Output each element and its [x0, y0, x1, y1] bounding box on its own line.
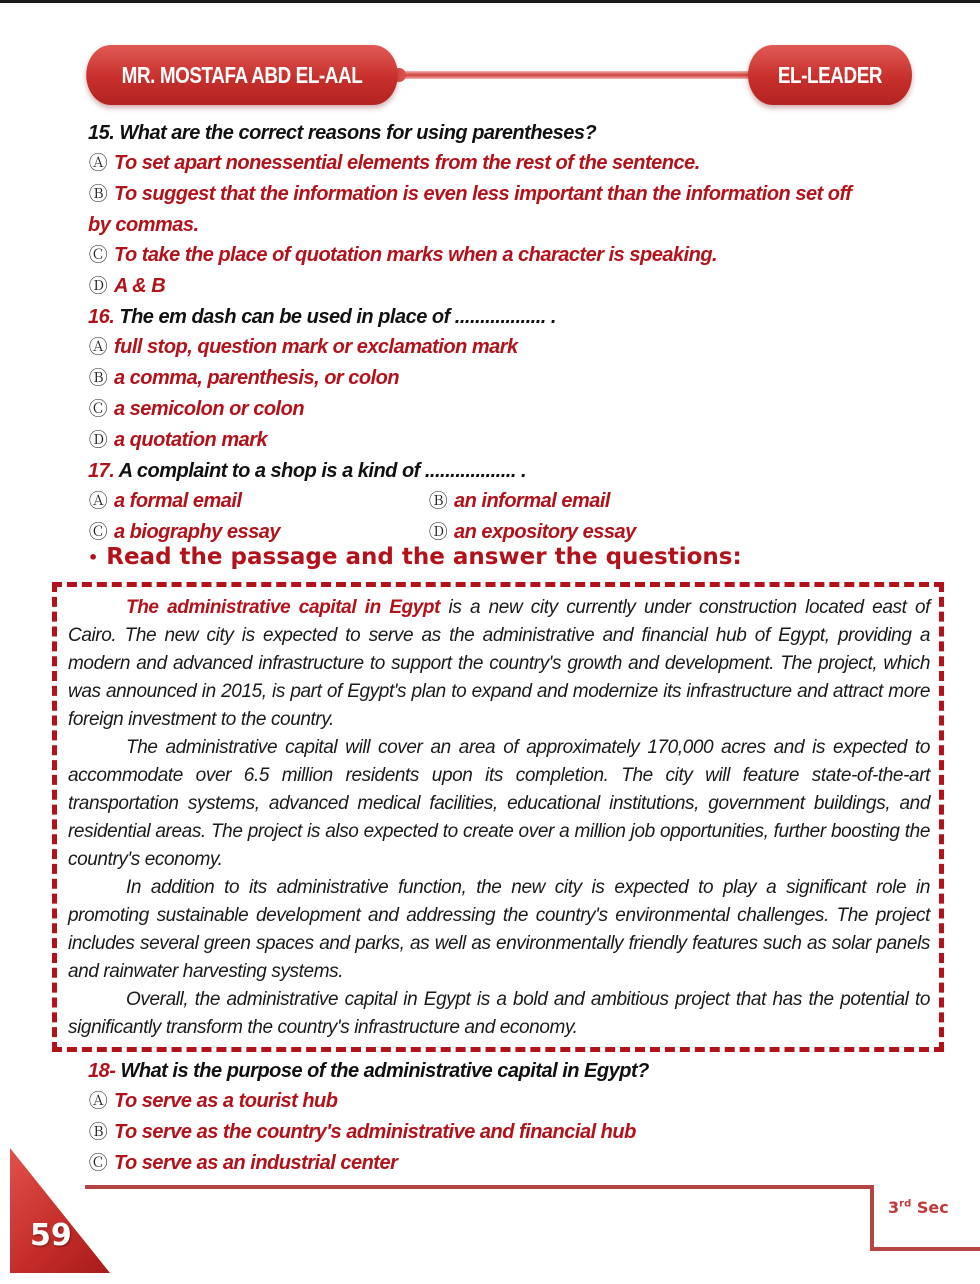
option-b-marker-icon: Ⓑ	[88, 368, 108, 389]
paragraph-text: The administrative capital will cover an area of approximately 170,000 acres and is expected to accommodate over 6.5 million residents upon its completion. The city will feature state-of-the-art transportation systems, advanced medical facilities, educational institutions, government buildings, and residential areas. The project is also expected to create over a million job opportunities, further boosting the country's economy.	[68, 737, 930, 870]
grade-number: 3	[888, 1198, 900, 1217]
questions-section	[88, 118, 928, 548]
question-15	[88, 118, 928, 148]
option-text: To suggest that the information is even less important than the information set off	[114, 183, 852, 205]
option-15-b[interactable]	[88, 179, 928, 210]
option-c-marker-icon: Ⓒ	[88, 1153, 108, 1174]
passage-highlight: The administrative capital in Egypt	[126, 597, 441, 618]
option-17-a[interactable]	[88, 486, 428, 517]
option-text: A & B	[114, 275, 166, 297]
grade-text: Sec	[916, 1198, 949, 1217]
option-b-marker-icon: Ⓑ	[88, 184, 108, 205]
passage-paragraph-3	[68, 874, 930, 986]
author-banner	[86, 45, 398, 105]
option-18-c[interactable]	[88, 1148, 928, 1179]
option-text: To serve as a tourist hub	[114, 1090, 338, 1112]
option-text: To serve as an industrial center	[114, 1152, 398, 1174]
paragraph-text: is a new city currently under construction located east of Cairo. The new city is expected to serve as the administrative and financial hub of Egypt, providing a modern and advanced infrastructure to support the country's growth and development. The project, which was announced in 2015, is part of Egypt's plan to expand and modernize its infrastructure and attract more foreign investment to the country.	[68, 597, 931, 730]
option-d-marker-icon: Ⓓ	[428, 522, 448, 543]
passage-text	[68, 594, 930, 1042]
question-18-section	[88, 1056, 928, 1179]
option-a-marker-icon: Ⓐ	[88, 153, 108, 174]
option-text: an informal email	[454, 490, 610, 512]
question-text: A complaint to a shop is a kind of .................. .	[118, 460, 527, 482]
option-18-b[interactable]	[88, 1117, 928, 1148]
question-text: What is the purpose of the administrative capital in Egypt?	[120, 1060, 649, 1082]
grade-suffix: rd	[899, 1198, 912, 1210]
question-text: The em dash can be used in place of .................. .	[119, 306, 556, 328]
footer-rule	[85, 1185, 870, 1189]
option-a-marker-icon: Ⓐ	[88, 491, 108, 512]
option-15-b-continuation	[88, 210, 928, 240]
question-16	[88, 302, 928, 332]
brand-banner	[748, 45, 912, 105]
option-15-c[interactable]	[88, 240, 928, 271]
option-15-d[interactable]	[88, 271, 928, 302]
footer-rule-step	[870, 1185, 874, 1251]
passage-paragraph-2	[68, 734, 930, 874]
option-d-marker-icon: Ⓓ	[88, 276, 108, 297]
paragraph-text: In addition to its administrative function, the new city is expected to play a significant role in promoting sustainable development and addressing the country's environmental challenges. The project includes several green spaces and parks, as well as environmentally friendly features such as solar panels and rainwater harvesting systems.	[68, 877, 930, 982]
option-text: To take the place of quotation marks when a character is speaking.	[114, 244, 718, 266]
question-number: 17.	[88, 460, 115, 482]
option-text: a biography essay	[114, 521, 281, 543]
option-text: a formal email	[114, 490, 242, 512]
option-c-marker-icon: Ⓒ	[88, 522, 108, 543]
option-16-d[interactable]	[88, 425, 928, 456]
option-text: a comma, parenthesis, or colon	[114, 367, 400, 389]
option-15-a[interactable]	[88, 148, 928, 179]
top-border	[0, 0, 980, 3]
author-name: MR. MOSTAFA ABD EL-AAL	[121, 61, 363, 88]
option-16-c[interactable]	[88, 394, 928, 425]
option-b-marker-icon: Ⓑ	[88, 1122, 108, 1143]
option-c-marker-icon: Ⓒ	[88, 245, 108, 266]
option-a-marker-icon: Ⓐ	[88, 337, 108, 358]
options-row-1	[88, 486, 928, 517]
option-text: To serve as the country's administrative and financial hub	[114, 1121, 636, 1143]
option-text: full stop, question mark or exclamation mark	[114, 336, 518, 358]
bullet-icon: •	[88, 548, 99, 567]
passage-paragraph-4	[68, 986, 930, 1042]
option-text-continuation: by commas.	[88, 214, 199, 236]
footer-rule-end	[870, 1247, 980, 1251]
brand-name: EL-LEADER	[777, 61, 883, 88]
header-connector-bar	[395, 71, 765, 79]
passage-instruction	[88, 544, 742, 570]
question-17	[88, 456, 928, 486]
question-text: What are the correct reasons for using parentheses?	[119, 122, 597, 144]
question-number: 15.	[88, 122, 115, 144]
option-c-marker-icon: Ⓒ	[88, 399, 108, 420]
instruction-text: Read the passage and the answer the questions:	[106, 544, 742, 570]
question-number: 18-	[88, 1060, 116, 1082]
paragraph-text: Overall, the administrative capital in Egypt is a bold and ambitious project that has the potential to significantly transform the country's infrastructure and economy.	[68, 989, 930, 1038]
option-a-marker-icon: Ⓐ	[88, 1091, 108, 1112]
question-number: 16.	[88, 306, 115, 328]
page-number: 59	[30, 1218, 72, 1253]
question-18	[88, 1056, 928, 1086]
option-17-b[interactable]	[428, 486, 768, 517]
option-text: a semicolon or colon	[114, 398, 305, 420]
grade-label	[888, 1198, 949, 1217]
option-18-a[interactable]	[88, 1086, 928, 1117]
option-text: a quotation mark	[114, 429, 268, 451]
option-16-b[interactable]	[88, 363, 928, 394]
option-16-a[interactable]	[88, 332, 928, 363]
option-b-marker-icon: Ⓑ	[428, 491, 448, 512]
option-text: To set apart nonessential elements from the rest of the sentence.	[114, 152, 700, 174]
option-text: an expository essay	[454, 521, 636, 543]
option-d-marker-icon: Ⓓ	[88, 430, 108, 451]
passage-paragraph-1	[68, 594, 930, 734]
